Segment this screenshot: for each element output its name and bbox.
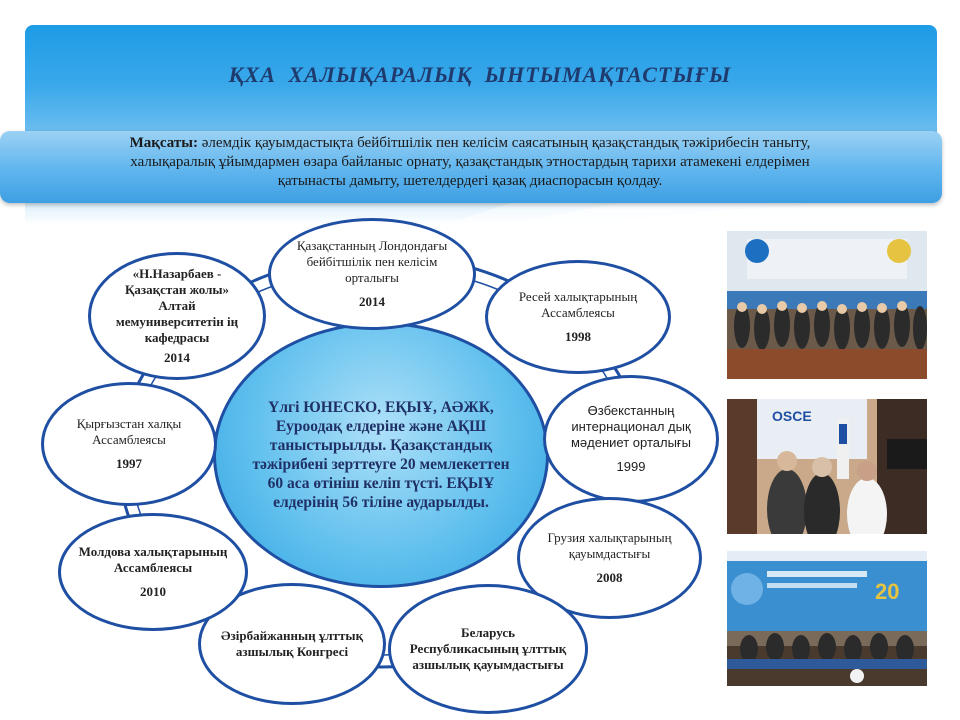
photo-osce-interview	[727, 399, 927, 534]
node-london-center	[268, 218, 476, 330]
node-label: Қырғызстан халқы Ассамблеясы	[76, 416, 182, 447]
node-label: Беларусь Республикасының ұлттық азшылық қауымдастығы	[409, 625, 567, 672]
photo-conference-group	[727, 231, 927, 379]
node-uzbekistan-center	[543, 375, 719, 503]
page-title: ҚХА ХАЛЫҚАРАЛЫҚ ЫНТЫМАҚТАСТЫҒЫ	[228, 62, 732, 87]
node-label: Өзбекстанның интернационал дық мәдениет орталығы	[570, 403, 691, 450]
osce-sign: OSCE	[772, 408, 812, 424]
goal-line-2: халықаралық ұйымдармен өзара байланыс орнату, қазақстандық этностардың тарихи атамекені елдерімен	[130, 154, 810, 170]
goal-line-3: қатынасты дамыту, шетелдердегі қазақ диаспорасын қолдау.	[277, 173, 663, 189]
node-label: «Н.Назарбаев - Қазақстан жолы» Алтай мемуниверситетін ің кафедрасы	[115, 266, 239, 345]
node-label: Молдова халықтарының Ассамблеясы	[78, 544, 228, 575]
node-label: Ресей халықтарының Ассамблеясы	[518, 289, 638, 320]
photo-conference-panel	[727, 551, 927, 686]
center-text: Үлгі ЮНЕСКО, ЕҚЫҰ, АӘЖК, Еуроодақ елдеріне және АҚШ таныстырылды. Қазақстандық тәжірибені зерттеуге 20 мемлекеттен 60 аса өтініш келіп түсті. ЕҚЫҰ елдерінің 56 тіліне аударылды.	[252, 399, 510, 511]
node-year: 2008	[596, 570, 623, 585]
node-label: Қазақстанның Лондондағы бейбітшілік пен келісім орталығы	[296, 238, 448, 285]
node-label: Грузия халықтарының қауымдастығы	[547, 530, 672, 561]
center-circle	[213, 322, 549, 588]
node-year: 1998	[565, 329, 591, 344]
node-year: 2014	[359, 294, 385, 309]
goal-label: Мақсаты:	[129, 135, 198, 151]
goal-line-1: әлемдік қауымдастықта бейбітшілік пен келісім саясатының қазақстандық тәжірибесін таныту,	[197, 135, 811, 151]
anniversary-logo: 20	[875, 579, 900, 604]
node-belarus-association	[388, 584, 588, 714]
node-year: 1997	[116, 456, 142, 471]
node-altai-university	[88, 252, 266, 380]
node-moldova-assembly	[58, 513, 248, 631]
node-russia-assembly	[485, 260, 671, 374]
node-year: 1999	[616, 459, 646, 474]
node-year: 2014	[164, 350, 190, 365]
node-kyrgyzstan-assembly	[41, 382, 217, 506]
node-label: Әзірбайжанның ұлттық азшылық Конгресі	[220, 628, 364, 659]
node-year: 2010	[140, 584, 166, 599]
